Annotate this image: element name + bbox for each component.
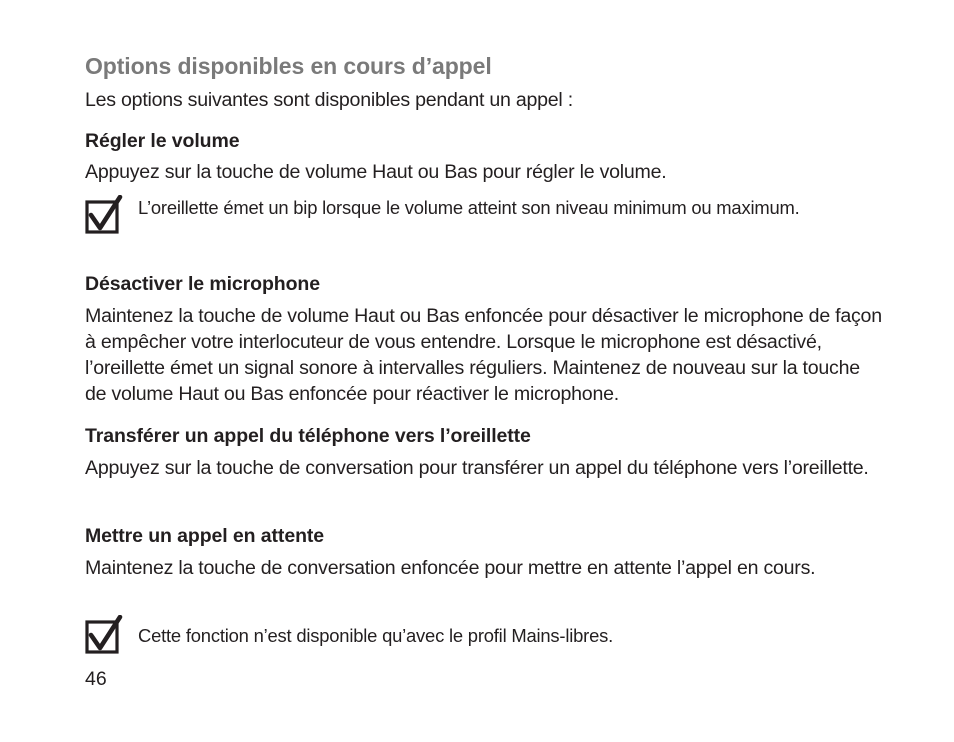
page-title: Options disponibles en cours d’appel (85, 53, 492, 79)
section-body-volume: Appuyez sur la touche de volume Haut ou Bas pour régler le volume. (85, 161, 667, 183)
section-body-microphone: Maintenez la touche de volume Haut ou Bas enfoncée pour désactiver le microphone de façon à empêcher votre interlocuteur de vous entendre. Lorsque le microphone est désactivé, l’oreillette émet un signal sonore à intervalles réguliers. Maintenez de nouveau sur la touche de volume Haut ou Bas enfoncée pour réactiver le microphone. (85, 305, 882, 405)
section-body-hold: Maintenez la touche de conversation enfoncée pour mettre en attente l’appel en cours. (85, 557, 816, 579)
checkbox-check-icon (85, 615, 123, 655)
checkbox-check-icon (85, 195, 123, 235)
manual-page (85, 0, 885, 742)
section-heading-transfer: Transférer un appel du téléphone vers l’oreillette (85, 425, 531, 447)
note-text-profile: Cette fonction n’est disponible qu’avec le profil Mains-libres. (138, 625, 614, 646)
note-text-volume: L’oreillette émet un bip lorsque le volume atteint son niveau minimum ou maximum. (138, 197, 800, 218)
page-number: 46 (85, 668, 107, 690)
section-heading-microphone: Désactiver le microphone (85, 273, 320, 295)
section-body-transfer: Appuyez sur la touche de conversation pour transférer un appel du téléphone vers l’oreillette. (85, 457, 869, 479)
intro-text: Les options suivantes sont disponibles pendant un appel : (85, 89, 573, 111)
section-heading-volume: Régler le volume (85, 130, 240, 152)
section-heading-hold: Mettre un appel en attente (85, 525, 325, 547)
